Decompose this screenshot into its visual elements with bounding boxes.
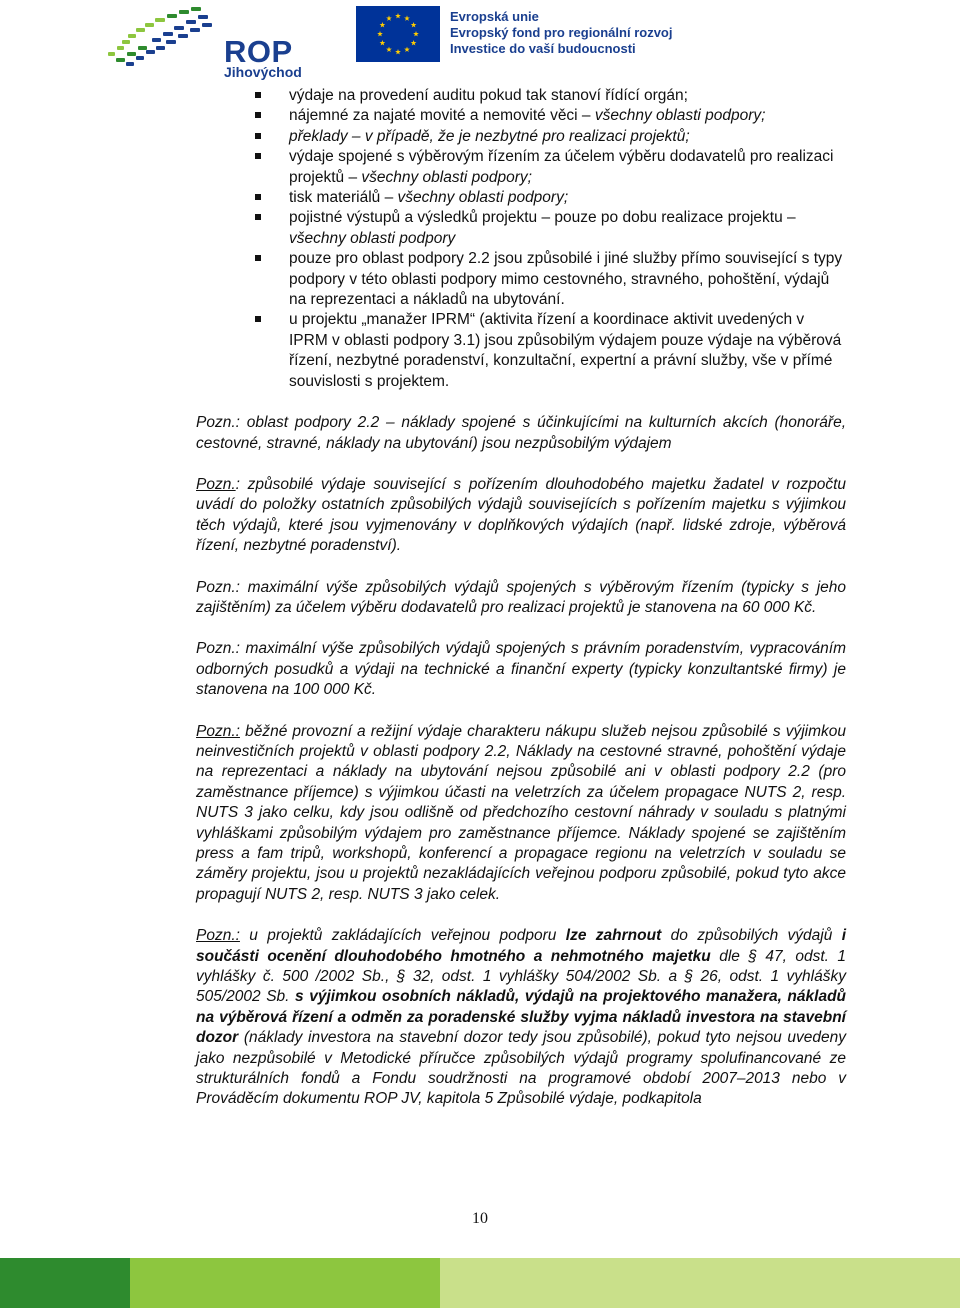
note-label: Pozn.: [196, 414, 236, 432]
note-text: do způsobilých výdajů: [661, 927, 842, 945]
list-item-scope: všechny oblasti podpory;: [594, 107, 766, 125]
list-item-text: výdaje spojené s výběrovým řízením za účelem výběru dodavatelů pro realizaci projektů –: [289, 148, 834, 186]
list-item-scope: všechny oblasti podpory;: [361, 168, 532, 186]
list-item-scope: všechny oblasti podpory;: [397, 189, 569, 207]
eu-line-1: Evropská unie: [450, 9, 539, 24]
note-paragraph: [196, 413, 846, 454]
list-item-scope: v případě, že je nezbytné pro realizaci projektů;: [364, 127, 690, 145]
list-item-text: výdaje na provedení auditu pokud tak stanoví řídící orgán;: [289, 87, 688, 104]
eu-flag-icon: [356, 6, 440, 62]
list-item: [0, 127, 846, 147]
bullet-square-icon: [255, 153, 261, 159]
bullet-list: [196, 86, 846, 392]
bullet-square-icon: [255, 133, 261, 139]
rop-logo-subtext: Jihovýchod: [224, 64, 302, 80]
eu-text-block: [450, 9, 672, 57]
list-item-text: pojistné výstupů a výsledků projektu – pouze po dobu realizace projektu –: [289, 209, 796, 227]
list-item-text: u projektu „manažer IPRM“ (aktivita řízení a koordinace aktivit uvedených v IPRM v oblasti podpory 3.1) jsou způsobilým výdajem pouze výdaje na výběrová řízení, nezbytné poradenství, konzultační, expertní a právní služby, vše v přímé souvislosti s projektem.: [289, 311, 842, 390]
note-label: Pozn.:: [196, 722, 240, 740]
footer-color-bar: [0, 1258, 960, 1308]
list-item: [0, 86, 846, 106]
list-item-scope: všechny oblasti podpory: [289, 229, 456, 247]
note-text: : oblast podpory 2.2 – náklady spojené s účinkujícími na kulturních akcích (honoráře, cestovné, stravné, náklady na ubytování) jsou nezpůsobilým výdajem: [196, 414, 846, 452]
note-emphasis: lze zahrnout: [565, 927, 662, 945]
footer-band-light-green: [130, 1258, 440, 1308]
note-label: Pozn.: [196, 475, 236, 493]
note-emphasis: s výjimkou osobních nákladů, výdajů na projektového manažera, nákladů na výběrová řízení a odměn za poradenské služby vyjma nákladů investora na stavební dozor: [196, 988, 847, 1047]
note-text: běžné provozní a režijní výdaje charakteru nákupu služeb nejsou způsobilé s výjimkou neinvestičních projektů v oblasti podpory 2.2, Náklady na cestovné stravné, pohoštění výdaje na reprezentaci a náklady na ubytování nejsou způsobilé ani v oblasti podpory 2.2 (pro zaměstnance příjemce) s výjimkou účasti na veletrzích za účelem propagace NUTS 2, resp. NUTS 3 jako celku, kdy jsou odlišně od předchozího cestovní náhrady v souladu s platnými vyhláškami způsobilým výdajem pro zaměstnance příjemce. Náklady spojené se zajištěním press a fam tripů, workshopů, konferencí a propagace regionu na veletrzích v souladu se záměry projektu, jsou u projektů nezakládajících veřejnou podporu způsobilé, pokud tyto akce propagují NUTS 2, resp. NUTS 3 jako celek.: [196, 722, 846, 903]
list-item-text: tisk materiálů –: [289, 189, 398, 207]
list-item-text: nájemné za najaté movité a nemovité věci –: [289, 107, 595, 125]
note-label: Pozn.:: [196, 927, 240, 945]
note-paragraph: [196, 639, 846, 700]
list-item: [0, 208, 846, 249]
note-text: dle § 47, odst. 1 vyhlášky č. 500 /2002 Sb., § 32, odst. 1 vyhlášky 504/2002 Sb. a § 26, odst. 1 vyhlášky 505/2002 Sb.: [196, 947, 847, 1006]
note-label: Pozn.:: [196, 578, 240, 596]
list-item: [0, 188, 846, 208]
note-text: maximální výše způsobilých výdajů spojených s výběrovým řízením (typicky s jeho zajištěním) za účelem výběru dodavatelů pro realizaci projektů je stanovena na 60 000 Kč.: [196, 578, 846, 616]
page-body: [196, 86, 846, 1110]
page-header: [0, 0, 960, 86]
list-item: [0, 310, 846, 392]
note-paragraph: [196, 722, 846, 906]
eu-line-2: Evropský fond pro regionální rozvoj: [450, 25, 673, 40]
bullet-square-icon: [255, 316, 261, 322]
footer-band-pale-green: [440, 1258, 960, 1308]
note-label: Pozn.:: [196, 640, 240, 658]
note-text: maximální výše způsobilých výdajů spojených s právním poradenstvím, vypracováním odborných posudků a výdaji na technické a finanční experty (typicky konzultantské firmy) je stanovena na 100 000 Kč.: [196, 640, 846, 699]
note-text: (náklady investora na stavební dozor tedy jsou způsobilé), pokud tyto nejsou uvedeny jako nezpůsobilé v Metodické příručce způsobilých výdajů programy spolufinancované ze strukturálních fondů a Fondu soudržnosti na programové období 2007–2013 nebo v Prováděcím dokumentu ROP JV, kapitola 5 Způsobilé výdaje, podkapitola: [196, 1029, 846, 1108]
note-paragraph: [196, 475, 846, 557]
bullet-square-icon: [255, 112, 261, 118]
eu-line-3: Investice do vaší budoucnosti: [450, 41, 636, 56]
bullet-square-icon: [255, 194, 261, 200]
rop-logo-text: ROP: [224, 34, 293, 69]
footer-band-dark-green: [0, 1258, 130, 1308]
list-item-text: překlady –: [289, 127, 365, 145]
bullet-square-icon: [255, 255, 261, 261]
page-number: 10: [472, 1210, 488, 1227]
note-paragraph: [196, 578, 846, 619]
bullet-square-icon: [255, 92, 261, 98]
list-item: [0, 106, 846, 126]
list-item: [0, 249, 846, 310]
note-text: u projektů zakládajících veřejnou podporu: [239, 927, 566, 945]
list-item: [0, 147, 846, 188]
list-item-text: pouze pro oblast podpory 2.2 jsou způsobilé i jiné služby přímo související s typy podpory v této oblasti podpory mimo cestovného, stravného, pohoštění, výdajů na reprezentaci a nákladů na ubytování.: [289, 250, 843, 309]
note-paragraph: [196, 926, 846, 1110]
note-text: : způsobilé výdaje související s pořízením dlouhodobého majetku žadatel v rozpočtu uvádí do položky ostatních způsobilých výdajů souvisejících s pořízením majetku s výjimkou těch výdajů, které jsou vyjmenovány v doplňkových výdajích (např. lidské zdroje, výběrová řízení, nezbytné poradenství).: [196, 475, 846, 555]
bullet-square-icon: [255, 214, 261, 220]
note-emphasis: i součásti ocenění dlouhodobého hmotného a nehmotného majetku: [196, 927, 847, 965]
